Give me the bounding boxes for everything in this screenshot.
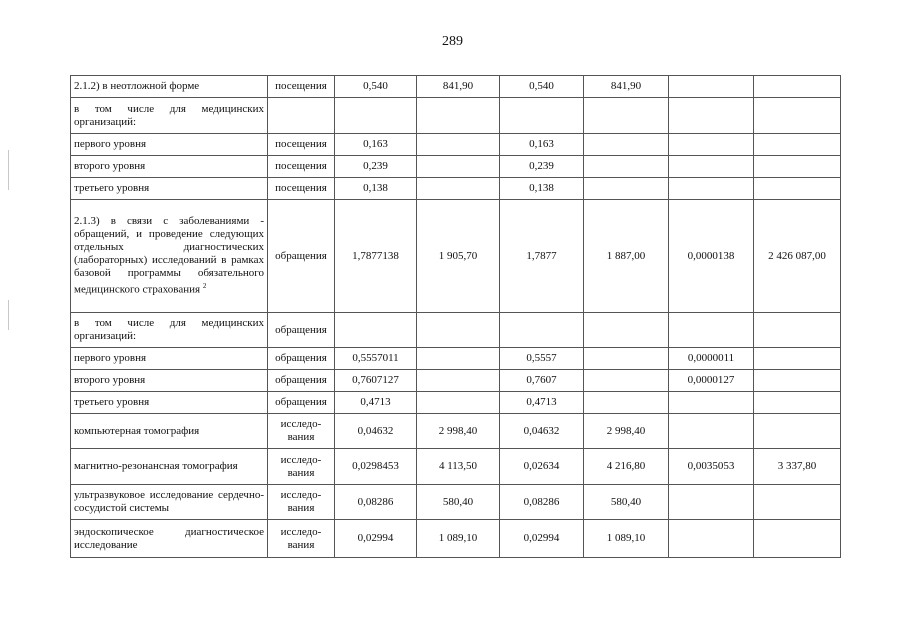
value-cell <box>669 178 754 200</box>
value-cell <box>584 414 669 449</box>
value-cell <box>754 392 841 414</box>
table-row <box>71 414 841 449</box>
value-cell <box>754 370 841 392</box>
unit-cell <box>268 348 335 370</box>
unit-cell-text: обращения <box>275 323 327 336</box>
value-cell <box>417 348 500 370</box>
unit-cell-text: посещения <box>275 138 327 150</box>
value-cell <box>500 156 584 178</box>
value-cell <box>500 178 584 200</box>
table-row <box>71 348 841 370</box>
value-cell <box>335 98 417 134</box>
value-cell-text: 0,04632 <box>357 424 394 437</box>
value-cell <box>669 370 754 392</box>
value-cell <box>335 348 417 370</box>
value-cell <box>669 76 754 98</box>
value-cell-text: 0,540 <box>363 80 388 92</box>
row-name-cell-text: первого уровня <box>74 138 147 150</box>
value-cell <box>754 313 841 348</box>
unit-cell <box>268 485 335 520</box>
value-cell <box>335 449 417 485</box>
unit-cell-text: исследо-вания <box>280 489 322 514</box>
row-name-cell-text: компьютерная томография <box>74 424 200 437</box>
value-cell-text: 0,5557011 <box>352 352 399 364</box>
value-cell <box>335 200 417 313</box>
table-row <box>71 313 841 348</box>
value-cell-text: 2 998,40 <box>438 424 478 437</box>
unit-cell <box>268 313 335 348</box>
value-cell-text: 0,02994 <box>357 532 394 544</box>
value-cell <box>754 98 841 134</box>
unit-cell-text: обращения <box>275 396 327 408</box>
unit-cell-text: исследо-вания <box>280 525 322 551</box>
value-cell <box>669 313 754 348</box>
table-row <box>71 134 841 156</box>
unit-cell <box>268 200 335 313</box>
value-cell-text: 0,04632 <box>523 424 560 437</box>
value-cell <box>584 178 669 200</box>
unit-cell <box>268 178 335 200</box>
value-cell <box>669 520 754 558</box>
row-name-cell <box>71 370 268 392</box>
value-cell <box>500 449 584 485</box>
value-cell-text: 1 089,10 <box>606 532 646 544</box>
value-cell <box>500 348 584 370</box>
value-cell-text: 0,163 <box>363 138 388 150</box>
table-row <box>71 449 841 485</box>
unit-cell <box>268 98 335 134</box>
value-cell <box>500 392 584 414</box>
unit-cell <box>268 392 335 414</box>
unit-cell-text: исследо-вания <box>280 418 322 443</box>
value-cell <box>754 414 841 449</box>
row-name-cell <box>71 178 268 200</box>
value-cell <box>335 520 417 558</box>
value-cell-text: 0,163 <box>529 138 554 150</box>
value-cell <box>754 76 841 98</box>
row-name-cell-text: третьего уровня <box>74 182 150 194</box>
value-cell <box>584 134 669 156</box>
value-cell-text: 0,0298453 <box>352 460 399 472</box>
value-cell <box>500 134 584 156</box>
value-cell <box>417 200 500 313</box>
value-cell-text: 0,08286 <box>357 495 394 508</box>
value-cell-text: 0,4713 <box>526 396 557 408</box>
row-name-cell <box>71 313 268 348</box>
value-cell <box>500 313 584 348</box>
row-name-cell <box>71 200 268 313</box>
value-cell <box>584 76 669 98</box>
unit-cell <box>268 370 335 392</box>
row-name-cell-text: 2.1.2) в неотложной форме <box>74 80 200 92</box>
unit-cell-text: обращения <box>275 352 327 364</box>
table-row <box>71 156 841 178</box>
value-cell-text: 0,0000011 <box>687 352 735 364</box>
table-row <box>71 98 841 134</box>
value-cell-text: 3 337,80 <box>777 460 817 472</box>
value-cell-text: 0,02634 <box>523 460 560 472</box>
value-cell <box>754 449 841 485</box>
footnote-marker: 2 <box>202 282 207 291</box>
row-name-cell-text: первого уровня <box>74 352 147 364</box>
value-cell-text: 580,40 <box>442 495 474 508</box>
unit-cell <box>268 449 335 485</box>
unit-cell-text: посещения <box>275 80 327 92</box>
value-cell-text: 0,08286 <box>523 495 560 508</box>
unit-cell-text: исследо-вания <box>280 453 322 479</box>
value-cell <box>669 485 754 520</box>
row-name-cell-text: третьего уровня <box>74 396 150 408</box>
row-name-cell-text: в том числе для медицинских организаций: <box>74 102 264 128</box>
value-cell <box>754 520 841 558</box>
row-name-cell <box>71 76 268 98</box>
value-cell <box>417 98 500 134</box>
row-name-cell-text: 2.1.3) в связи с заболеваниями - обращений, и проведение следующих отдельных диагностических (лабораторных) исследований в рамках базовой программы обязательного медицинского страхования <box>74 215 264 296</box>
value-cell-text: 0,4713 <box>360 396 391 408</box>
value-cell <box>335 392 417 414</box>
value-cell-text: 0,7607127 <box>352 374 399 386</box>
value-cell <box>584 520 669 558</box>
row-name-cell-text: ультразвуковое исследование сердечно-сосудистой системы <box>74 489 264 514</box>
value-cell-text: 0,138 <box>529 182 554 194</box>
unit-cell <box>268 414 335 449</box>
value-cell-text: 1 089,10 <box>438 532 478 544</box>
value-cell <box>754 348 841 370</box>
value-cell <box>500 414 584 449</box>
value-cell-text: 0,5557 <box>526 352 557 364</box>
row-name-cell <box>71 134 268 156</box>
row-name-cell <box>71 98 268 134</box>
table-row <box>71 178 841 200</box>
table-row <box>71 200 841 313</box>
value-cell <box>500 520 584 558</box>
value-cell <box>335 134 417 156</box>
value-cell <box>500 76 584 98</box>
unit-cell-text: обращения <box>275 374 327 386</box>
value-cell <box>417 392 500 414</box>
value-cell-text: 2 426 087,00 <box>768 249 826 262</box>
scan-mark <box>8 300 9 330</box>
unit-cell-text: посещения <box>275 182 327 194</box>
value-cell <box>417 76 500 98</box>
row-name-cell <box>71 348 268 370</box>
table-row <box>71 76 841 98</box>
value-cell <box>417 178 500 200</box>
value-cell <box>500 485 584 520</box>
scan-mark <box>8 150 9 190</box>
value-cell <box>669 98 754 134</box>
data-table <box>70 75 841 558</box>
value-cell-text: 841,90 <box>610 80 642 92</box>
value-cell-text: 0,239 <box>363 160 388 172</box>
value-cell <box>669 348 754 370</box>
value-cell <box>417 313 500 348</box>
value-cell <box>669 414 754 449</box>
value-cell <box>754 134 841 156</box>
value-cell <box>584 370 669 392</box>
value-cell-text: 1,7877 <box>526 249 557 262</box>
table-row <box>71 392 841 414</box>
value-cell-text: 1 905,70 <box>438 249 478 262</box>
unit-cell <box>268 76 335 98</box>
value-cell-text: 4 216,80 <box>606 460 646 472</box>
value-cell <box>754 200 841 313</box>
value-cell <box>335 414 417 449</box>
unit-cell <box>268 520 335 558</box>
value-cell-text: 0,0000138 <box>687 249 735 262</box>
value-cell-text: 580,40 <box>610 495 642 508</box>
unit-cell <box>268 156 335 178</box>
value-cell-text: 0,138 <box>363 182 388 194</box>
value-cell <box>584 449 669 485</box>
table-row <box>71 485 841 520</box>
value-cell-text: 0,239 <box>529 160 554 172</box>
value-cell-text: 0,0000127 <box>687 374 735 386</box>
row-name-cell <box>71 449 268 485</box>
value-cell-text: 0,7607 <box>526 374 557 386</box>
value-cell <box>500 370 584 392</box>
unit-cell <box>268 134 335 156</box>
value-cell <box>584 156 669 178</box>
value-cell <box>584 348 669 370</box>
value-cell <box>500 200 584 313</box>
value-cell-text: 2 998,40 <box>606 424 646 437</box>
value-cell <box>584 98 669 134</box>
value-cell <box>584 200 669 313</box>
value-cell-text: 0,540 <box>529 80 554 92</box>
page-number: 289 <box>442 34 463 49</box>
value-cell-text: 841,90 <box>442 80 474 92</box>
row-name-cell <box>71 392 268 414</box>
value-cell-text: 1,7877138 <box>352 249 399 262</box>
row-name-cell-text: второго уровня <box>74 160 146 172</box>
value-cell <box>754 156 841 178</box>
value-cell <box>335 370 417 392</box>
value-cell <box>335 313 417 348</box>
value-cell <box>335 76 417 98</box>
value-cell <box>669 449 754 485</box>
value-cell-text: 0,02994 <box>523 532 560 544</box>
value-cell <box>669 200 754 313</box>
value-cell <box>335 485 417 520</box>
row-name-cell-text: магнитно-резонансная томография <box>74 460 238 472</box>
value-cell-text: 4 113,50 <box>438 460 478 472</box>
unit-cell-text: посещения <box>275 160 327 172</box>
value-cell <box>417 134 500 156</box>
value-cell <box>335 178 417 200</box>
row-name-cell <box>71 156 268 178</box>
value-cell <box>500 98 584 134</box>
value-cell <box>584 392 669 414</box>
value-cell <box>417 485 500 520</box>
value-cell <box>417 156 500 178</box>
value-cell <box>754 485 841 520</box>
value-cell <box>754 178 841 200</box>
row-name-cell <box>71 520 268 558</box>
value-cell <box>669 156 754 178</box>
value-cell <box>417 520 500 558</box>
value-cell <box>417 414 500 449</box>
unit-cell-text: обращения <box>275 249 327 262</box>
value-cell <box>584 485 669 520</box>
row-name-cell <box>71 485 268 520</box>
value-cell <box>584 313 669 348</box>
value-cell <box>335 156 417 178</box>
row-name-cell <box>71 414 268 449</box>
row-name-cell-text: в том числе для медицинских организаций: <box>74 317 264 342</box>
value-cell-text: 1 887,00 <box>606 249 646 262</box>
row-name-cell-text: второго уровня <box>74 374 146 386</box>
value-cell <box>417 370 500 392</box>
value-cell <box>669 392 754 414</box>
value-cell <box>669 134 754 156</box>
value-cell-text: 0,0035053 <box>687 460 735 472</box>
table-row <box>71 520 841 558</box>
table-row <box>71 370 841 392</box>
row-name-cell-text: эндоскопическое диагностическое исследование <box>74 525 264 551</box>
value-cell <box>417 449 500 485</box>
